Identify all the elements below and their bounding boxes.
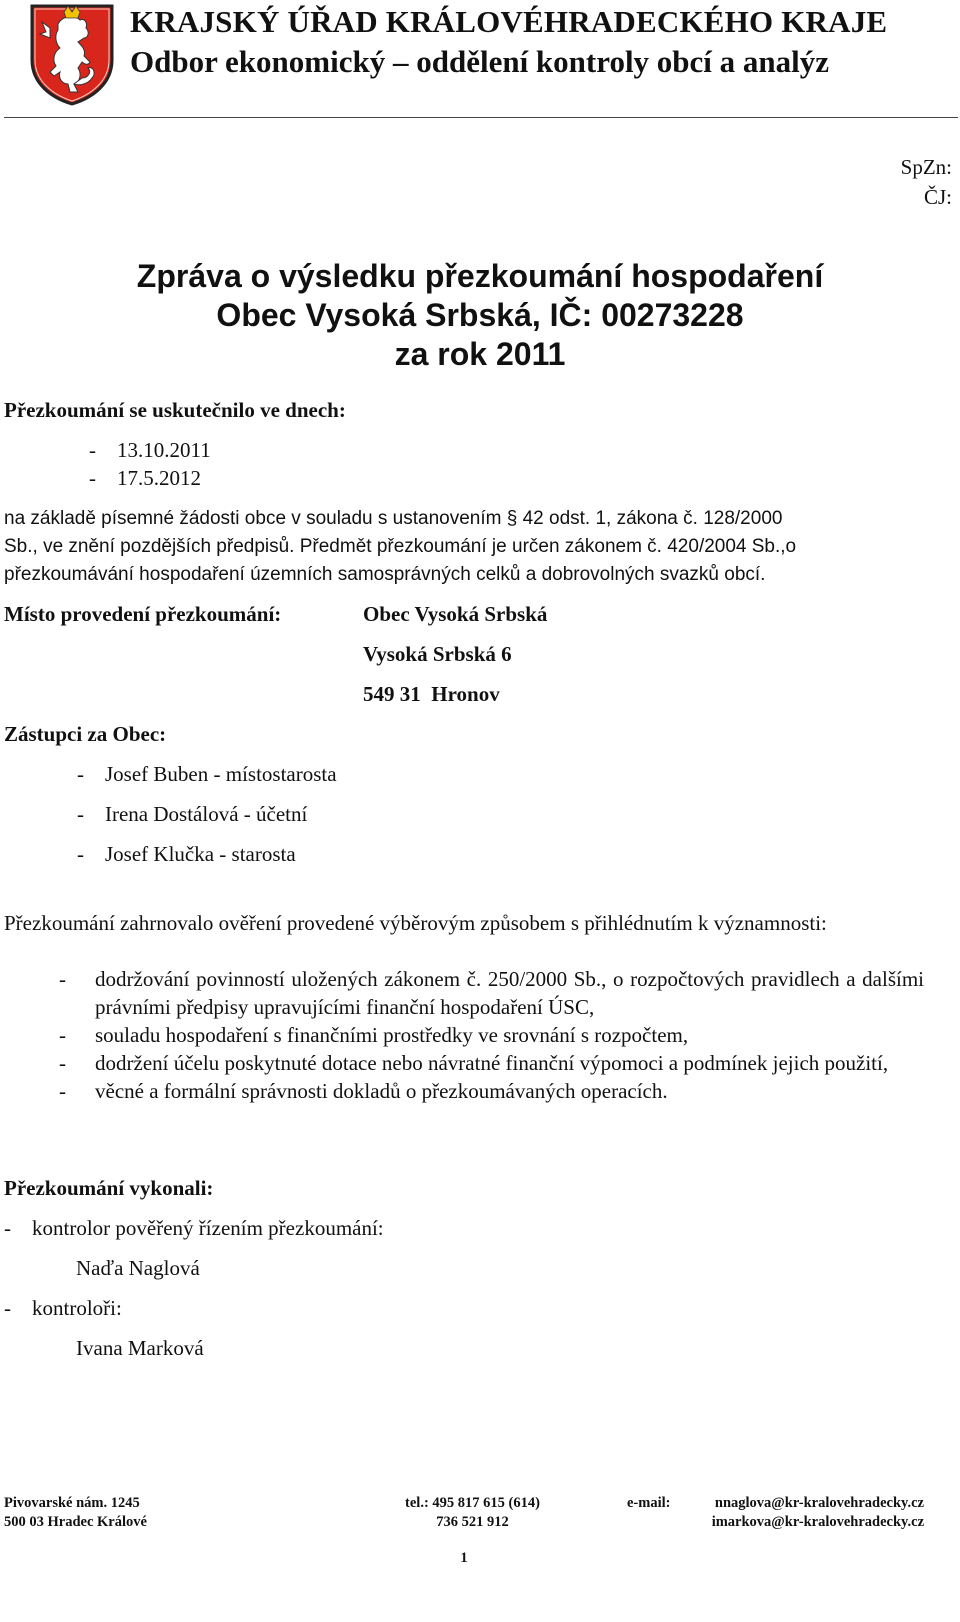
date-item: - 17.5.2012	[89, 466, 201, 490]
representative-item: - Josef Buben - místostarosta	[77, 762, 337, 786]
lead-controller-name: Naďa Naglová	[76, 1256, 200, 1280]
header-divider	[4, 117, 958, 118]
cj-label: ČJ:	[923, 185, 952, 209]
scope-item: - věcné a formální správnosti dokladů o přezkoumávaných operacích.	[59, 1079, 668, 1103]
place-line: Vysoká Srbská 6	[363, 642, 512, 666]
dates-heading: Přezkoumání se uskutečnilo ve dnech:	[4, 398, 346, 422]
controllers-label: - kontroloři:	[4, 1296, 122, 1320]
reference-block	[901, 152, 952, 212]
office-title: KRAJSKÝ ÚŘAD KRÁLOVÉHRADECKÉHO KRAJE	[130, 4, 888, 39]
scope-intro: Přezkoumání zahrnovalo ověření provedené výběrovým způsobem s přihlédnutím k významnosti:	[4, 911, 827, 935]
basis-paragraph: na základě písemné žádosti obce v souladu s ustanovením § 42 odst. 1, zákona č. 128/2000 Sb., ve znění pozdějších předpisů. Předmět přezkoumání je určen zákonem č. 420/2004 Sb.,o přezkoumávání hospodaření územních samosprávných celků a dobrovolných svazků obcí.	[4, 508, 797, 585]
footer-phone: tel.: 495 817 615 (614) 736 521 912	[405, 1495, 540, 1530]
representative-item: - Irena Dostálová - účetní	[77, 802, 308, 826]
performed-heading: Přezkoumání vykonali:	[4, 1176, 214, 1200]
lead-controller-label: - kontrolor pověřený řízením přezkoumání:	[4, 1216, 384, 1240]
place-line: 549 31 Hronov	[363, 682, 500, 706]
footer-emails	[712, 1494, 924, 1532]
place-label: Místo provedení přezkoumání:	[4, 602, 282, 626]
place-line: Obec Vysoká Srbská	[363, 602, 548, 626]
department-title: Odbor ekonomický – oddělení kontroly obcí a analýz	[130, 44, 830, 79]
scope-list	[4, 965, 924, 1105]
scope-item: - dodržení účelu poskytnuté dotace nebo návratné finanční výpomoci a podmínek jejich použití,	[59, 1051, 889, 1075]
coat-of-arms-emblem	[28, 2, 116, 106]
report-subject: Obec Vysoká Srbská, IČ: 00273228	[216, 297, 744, 333]
report-year: za rok 2011	[394, 336, 566, 372]
controller-name: Ivana Marková	[76, 1336, 204, 1360]
page-number: 1	[460, 1550, 468, 1566]
footer-email-link[interactable]: imarkova@kr-kralovehradecky.cz	[711, 1514, 924, 1530]
representatives-label: Zástupci za Obec:	[4, 722, 167, 746]
footer-email-link[interactable]: nnaglova@kr-kralovehradecky.cz	[714, 1495, 924, 1511]
footer-address: Pivovarské nám. 1245 500 03 Hradec Králové	[4, 1495, 147, 1530]
footer-email-label: e-mail:	[627, 1495, 671, 1511]
scope-item: - souladu hospodaření s finančními prostředky ve srovnání s rozpočtem,	[59, 1023, 689, 1047]
date-item: - 13.10.2011	[89, 438, 211, 462]
report-title: Zpráva o výsledku přezkoumání hospodaření	[136, 258, 824, 294]
spzn-label: SpZn:	[900, 155, 952, 179]
scope-item: - dodržování povinností uložených zákonem č. 250/2000 Sb., o rozpočtových pravidlech a dalšími právními předpisy upravujícími finanční hospodaření ÚSC,	[59, 967, 924, 1019]
representative-item: - Josef Klučka - starosta	[77, 842, 296, 866]
